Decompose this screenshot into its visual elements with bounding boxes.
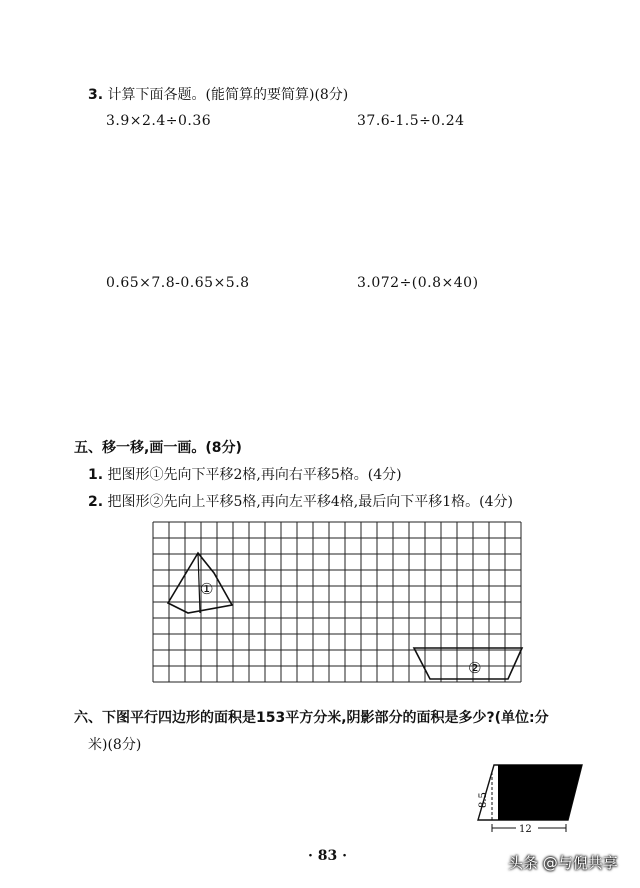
q3-number: 3. (88, 87, 104, 103)
watermark-text: 头条 @与倪共享 (508, 854, 618, 872)
q5-item-1-text: 把图形①先向下平移2格,再向右平移5格。(4分) (107, 467, 402, 483)
q3-heading (88, 84, 348, 104)
expr-2: 37.6-1.5÷0.24 (357, 113, 465, 129)
shaded-region (498, 765, 582, 820)
height-label: 8.5 (478, 792, 489, 808)
q5-item-2-text: 把图形②先向上平移5格,再向左平移4格,最后向下平移1格。(4分) (107, 494, 513, 510)
grid-lines (153, 522, 521, 682)
expr-4: 3.072÷(0.8×40) (357, 275, 479, 291)
expr-1: 3.9×2.4÷0.36 (106, 113, 212, 129)
base-label: 12 (519, 824, 532, 835)
q5-item-2-number: 2. (88, 494, 104, 510)
q3-title: 计算下面各题。(能简算的要简算)(8分) (107, 87, 349, 103)
q5-item-1 (88, 464, 402, 484)
q5-item-1-number: 1. (88, 467, 104, 483)
section-6-line-2: 米)(8分) (88, 737, 142, 753)
expr-3: 0.65×7.8-0.65×5.8 (106, 275, 250, 291)
translation-grid (152, 521, 524, 689)
q5-item-2 (88, 491, 513, 511)
page-number: · 83 · (308, 848, 347, 864)
section-6-line-1: 六、下图平行四边形的面积是153平方分米,阴影部分的面积是多少?(单位:分 (74, 710, 549, 726)
grid-svg (152, 521, 524, 685)
shape-2-label: ② (468, 659, 482, 677)
parallelogram-figure (466, 762, 586, 841)
shape-1-label: ① (200, 580, 214, 598)
parallelogram-svg (466, 762, 586, 837)
section-5-title: 五、移一移,画一画。(8分) (74, 440, 242, 456)
